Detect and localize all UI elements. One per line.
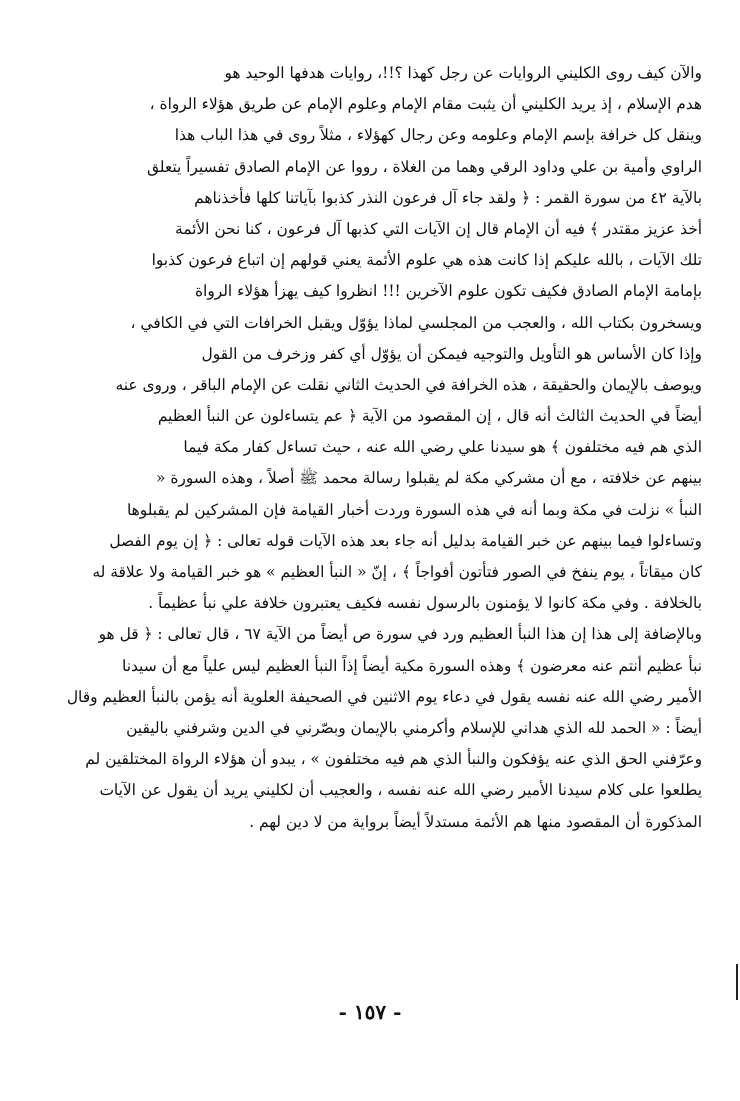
text-line: والآن كيف روى الكليني الروايات عن رجل كهذا ؟!!، روايات هدفها الوحيد هو (224, 64, 702, 82)
text-line: الأمير رضي الله عنه نفسه يقول في دعاء يوم الاثنين في الصحيفة العلوية أنه يؤمن بالنبأ العظيم وقال (66, 687, 702, 706)
text-line: الراوي وأمية بن علي وداود الرقي وهما من الغلاة ، رووا عن الإمام الصادق تفسيراً يتعلق (146, 157, 702, 176)
text-line: بالآية ٤٢ من سورة القمر : ﴿ ولقد جاء آل فرعون النذر كذبوا بآياتنا كلها فأخذناهم (194, 188, 702, 207)
text-line: أيضاً : « الحمد لله الذي هداني للإسلام وأكرمني بالإيمان وبصّرني في الدين وشرفني باليقين (126, 718, 702, 737)
text-line: بينهم عن خلافته ، مع أن مشركي مكة لم يقبلوا رسالة محمد ﷺ أصلاً ، وهذه السورة « (156, 469, 702, 488)
text-line: النبأ » نزلت في مكة وبما أنه في هذه السورة وردت أخبار القيامة فإن المشركين لم يقبلوها (126, 500, 702, 519)
text-line: يطلعوا على كلام سيدنا الأمير رضي الله عنه نفسه ، والعجيب أن لكليني يريد أن يقول عن الآيات (99, 781, 702, 800)
body-text (58, 58, 702, 838)
text-line: نبأ عظيم أنتم عنه معرضون ﴾ وهذه السورة مكية أيضاً إذاً النبأ العظيم ليس علياً مع أن سيدنا (122, 656, 702, 675)
text-line: وعرّفني الحق الذي عنه يؤفكون والنبأ الذي هم فيه مختلفون » ، يبدو أن هؤلاء الرواة المختلقين لم (85, 750, 702, 769)
text-line: ويسخرون بكتاب الله ، والعجب من المجلسي لماذا يؤوّل ويقبل الخرافات التي في الكافي ، (130, 313, 702, 332)
text-line: وينقل كل خرافة بإسم الإمام وعلومه وعن رجال كهؤلاء ، مثلاً روى في هذا الباب هذا (174, 126, 702, 145)
text-line: كان ميقاتاً ، يوم ينفخ في الصور فتأتون أفواجاً ﴾ ، إنّ « النبأ العظيم » هو خبر القيامة ولا علاقة له (92, 563, 702, 581)
text-line: المذكورة أن المقصود منها هم الأئمة مستدلاً أيضاً برواية من لا دين لهم . (249, 812, 702, 831)
text-line: وإذا كان الأساس هو التأويل والتوجيه فيمكن أن يؤوّل أي كفر وزخرف من القول (201, 344, 702, 363)
text-line: بإمامة الإمام الصادق فكيف تكون علوم الآخرين !!! انظروا كيف يهزأ هؤلاء الرواة (194, 282, 702, 301)
text-line: بالخلافة . وفي مكة كانوا لا يؤمنون بالرسول نفسه فكيف يعتبرون خلافة علي نبأ عظيماً . (148, 594, 702, 613)
scan-edge-mark (736, 964, 738, 1000)
text-line: تلك الآيات ، بالله عليكم إذا كانت هذه هي علوم الأئمة يعني قولهم إن اتباع فرعون كذبوا (151, 251, 702, 270)
text-line: وبالإضافة إلى هذا إن هذا النبأ العظيم ورد في سورة ص أيضاً من الآية ٦٧ ، قال تعالى : ﴿ قل هو (98, 625, 702, 644)
text-line: هدم الإسلام ، إذ يريد الكليني أن يثبت مقام الإمام وعلوم الإمام عن طريق هؤلاء الرواة ، (149, 95, 702, 114)
text-line: أيضاً في الحديث الثالث أنه قال ، إن المقصود من الآية ﴿ عم يتساءلون عن النبأ العظيم (157, 407, 702, 426)
text-line: الذي هم فيه مختلفون ﴾ هو سيدنا علي رضي الله عنه ، حيث تساءل كفار مكة فيما (183, 438, 702, 457)
text-line: أخذ عزيز مقتدر ﴾ فيه أن الإمام قال إن الآيات التي كذبها آل فرعون ، كنا نحن الأئمة (174, 219, 702, 238)
page-number: - ١٥٧ - (338, 1000, 402, 1024)
text-line: وتساءلوا فيما بينهم عن خبر القيامة بدليل أنه جاء بعد هذه الآيات قوله تعالى : ﴿ إن يوم الفصل (109, 531, 702, 550)
text-line: ويوصف بالإيمان والحقيقة ، هذه الخرافة في الحديث الثاني نقلت عن الإمام الباقر ، وروى عنه (115, 375, 702, 394)
